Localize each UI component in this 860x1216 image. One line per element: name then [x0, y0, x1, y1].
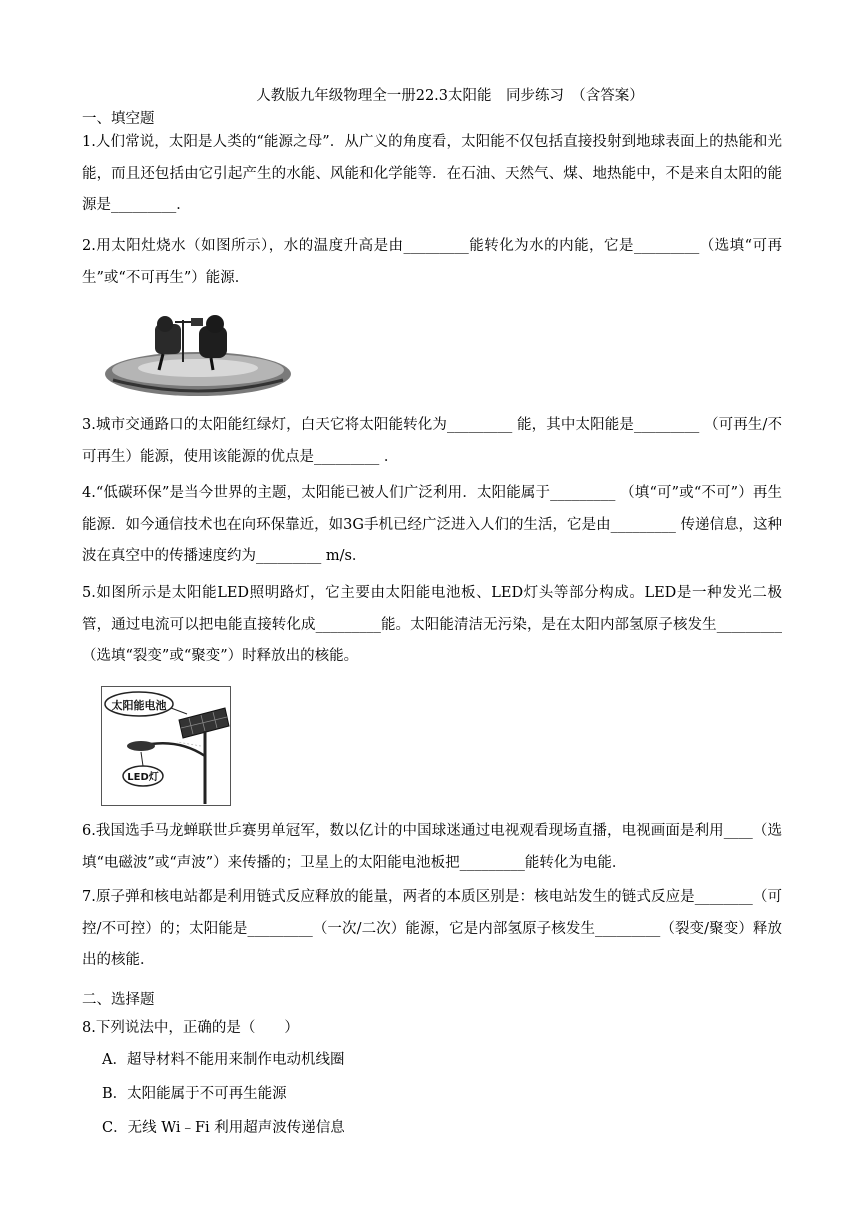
solar-cooker-figure [103, 310, 293, 400]
page-title: 人教版九年级物理全一册22.3太阳能 同步练习 （含答案） [256, 88, 644, 104]
question-1: 1.人们常说，太阳是人类的“能源之母”．从广义的角度看，太阳能不仅包括直接投射到地球表面上的热能和光能，而且还包括由它引起产生的水能、风能和化学能等．在石油、天然气、煤、地热能中，不是来自太阳的能源是_________． [82, 134, 782, 213]
question-8-option-b: B．太阳能属于不可再生能源 [102, 1086, 287, 1102]
solar-panel-label: 太阳能电池 [111, 699, 167, 712]
question-6: 6.我国选手马龙蝉联世乒赛男单冠军，数以亿计的中国球迷通过电视观看现场直播，电视画面是利用____（选填“电磁波”或“声波”）来传播的；卫星上的太阳能电池板把_________能转化为电能． [82, 823, 782, 871]
solar-street-light-figure [101, 686, 231, 806]
question-2: 2.用太阳灶烧水（如图所示），水的温度升高是由_________能转化为水的内能，它是_________（选填“可再生”或“不可再生”）能源． [82, 238, 782, 286]
question-3: 3.城市交通路口的太阳能红绿灯，白天它将太阳能转化为_________ 能，其中太阳能是_________ （可再生/不可再生）能源，使用该能源的优点是_________ ． [82, 417, 782, 465]
question-4: 4.“低碳环保”是当今世界的主题，太阳能已被人们广泛利用．太阳能属于_________ （填“可”或“不可”）再生能源．如今通信技术也在向环保靠近，如3G手机已经广泛进入人们的生活，它是由_________ 传递信息，这种波在真空中的传播速度约为_________ m/s． [82, 485, 782, 564]
question-5: 5.如图所示是太阳能LED照明路灯，它主要由太阳能电池板、LED灯头等部分构成。LED是一种发光二极管，通过电流可以把电能直接转化成_________能。太阳能清洁无污染，是在太阳内部氢原子核发生_________（选填“裂变”或“聚变”）时释放出的核能。 [82, 585, 782, 664]
section-heading-fill-blank: 一、填空题 [82, 111, 155, 127]
question-8-option-c: C．无线 Wi﹣Fi 利用超声波传递信息 [102, 1120, 345, 1136]
question-8-stem: 8.下列说法中，正确的是（ ） [82, 1020, 299, 1036]
question-7: 7.原子弹和核电站都是利用链式反应释放的能量，两者的本质区别是：核电站发生的链式反应是________（可控/不可控）的；太阳能是_________（一次/二次）能源，它是内部氢原子核发生_________（裂变/聚变）释放出的核能． [82, 889, 782, 968]
question-8-option-a: A．超导材料不能用来制作电动机线圈 [102, 1052, 345, 1068]
led-lamp-label: LED灯 [127, 772, 159, 783]
section-heading-multiple-choice: 二、选择题 [82, 992, 155, 1008]
